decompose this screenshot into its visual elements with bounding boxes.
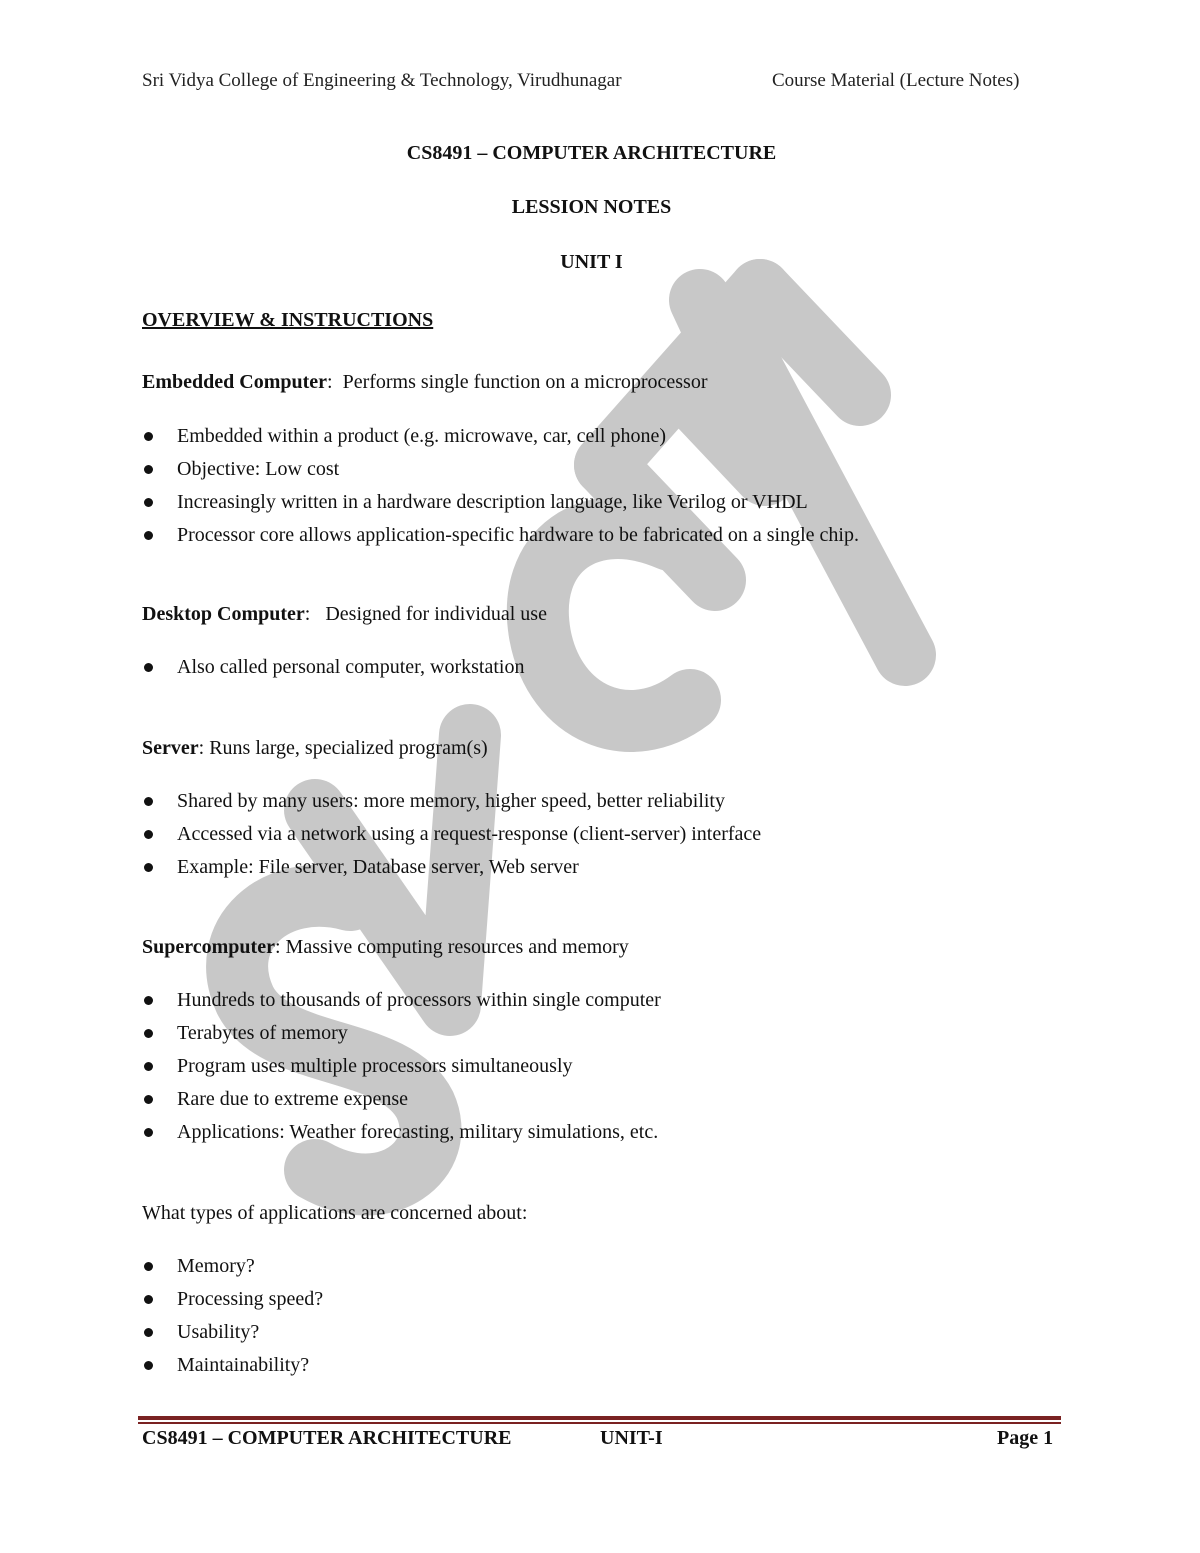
desktop-desc: Designed for individual use [325, 603, 547, 625]
bullet-icon [144, 863, 153, 872]
list-item: Rare due to extreme expense [142, 1084, 661, 1117]
question-list [142, 1251, 323, 1383]
list-item: Objective: Low cost [142, 454, 859, 487]
desktop-heading [142, 603, 547, 626]
bullet-icon [144, 1128, 153, 1137]
question-text: What types of applications are concerned about: [142, 1202, 528, 1224]
supercomputer-term: Supercomputer [142, 936, 275, 958]
footer-rule-thick [138, 1416, 1061, 1420]
list-item: Maintainability? [142, 1350, 323, 1383]
server-desc: Runs large, specialized program(s) [209, 737, 488, 759]
footer-rule-thin [138, 1422, 1061, 1424]
header-material: Course Material (Lecture Notes) [772, 70, 1020, 91]
list-item: Memory? [142, 1251, 323, 1284]
list-item: Accessed via a network using a request-response (client-server) interface [142, 819, 761, 852]
list-item: Example: File server, Database server, Web server [142, 852, 761, 885]
bullet-icon [144, 1062, 153, 1071]
bullet-icon [144, 663, 153, 672]
desktop-list [142, 652, 524, 685]
embedded-list [142, 421, 859, 553]
bullet-icon [144, 996, 153, 1005]
bullet-icon [144, 1361, 153, 1370]
list-item: Shared by many users: more memory, higher speed, better reliability [142, 786, 761, 819]
embedded-term: Embedded Computer [142, 371, 328, 393]
course-title: CS8491 – COMPUTER ARCHITECTURE [406, 142, 777, 164]
bullet-icon [144, 1029, 153, 1038]
bullet-icon [144, 830, 153, 839]
list-item: Hundreds to thousands of processors within single computer [142, 985, 661, 1018]
list-item: Terabytes of memory [142, 1018, 661, 1051]
notes-title: LESSION NOTES [511, 196, 672, 218]
supercomputer-sep: : [274, 936, 286, 958]
list-item: Processor core allows application-specific hardware to be fabricated on a single chip. [142, 520, 859, 553]
footer-unit: UNIT-I [600, 1427, 663, 1449]
desktop-sep: : [304, 603, 326, 625]
list-item: Processing speed? [142, 1284, 323, 1317]
watermark-letter-t [700, 300, 755, 418]
unit-title: UNIT I [560, 251, 623, 273]
bullet-icon [144, 1095, 153, 1104]
footer-page-number: Page 1 [997, 1427, 1054, 1449]
bullet-icon [144, 1295, 153, 1304]
server-list [142, 786, 761, 885]
section-title: OVERVIEW & INSTRUCTIONS [142, 309, 434, 331]
bullet-icon [144, 432, 153, 441]
list-item: Usability? [142, 1317, 323, 1350]
server-sep: : [198, 737, 210, 759]
embedded-sep: : [327, 371, 343, 393]
list-item: Also called personal computer, workstation [142, 652, 524, 685]
bullet-icon [144, 465, 153, 474]
bullet-icon [144, 797, 153, 806]
header-college: Sri Vidya College of Engineering & Technology, Virudhunagar [142, 70, 622, 91]
bullet-icon [144, 1262, 153, 1271]
supercomputer-list [142, 985, 661, 1150]
bullet-icon [144, 531, 153, 540]
supercomputer-desc: Massive computing resources and memory [285, 936, 629, 958]
list-item: Program uses multiple processors simultaneously [142, 1051, 661, 1084]
list-item: Applications: Weather forecasting, military simulations, etc. [142, 1117, 661, 1150]
watermark-letter-e-arm3 [760, 290, 860, 395]
server-term: Server [142, 737, 199, 759]
list-item: Embedded within a product (e.g. microwave, car, cell phone) [142, 421, 859, 454]
list-item: Increasingly written in a hardware description language, like Verilog or VHDL [142, 487, 859, 520]
embedded-desc: Performs single function on a microprocessor [342, 371, 708, 393]
footer-course: CS8491 – COMPUTER ARCHITECTURE [142, 1427, 512, 1449]
embedded-heading [142, 371, 708, 394]
watermark-letter-c [538, 528, 690, 721]
desktop-term: Desktop Computer [142, 603, 305, 625]
bullet-icon [144, 1328, 153, 1337]
bullet-icon [144, 498, 153, 507]
supercomputer-heading [142, 936, 629, 959]
server-heading [142, 737, 488, 760]
